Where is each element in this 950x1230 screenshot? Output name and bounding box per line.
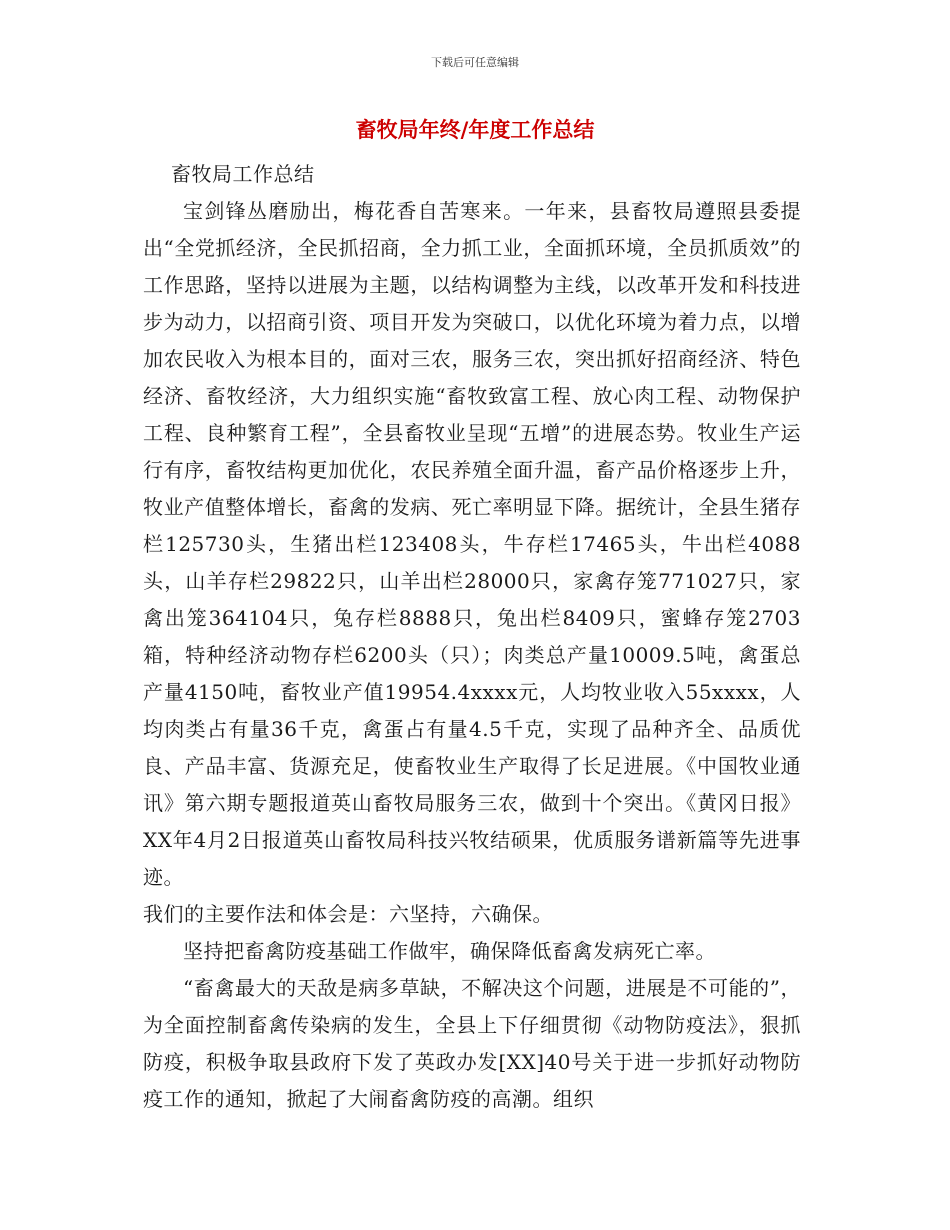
subtitle-paragraph: 畜牧局工作总结 <box>171 162 315 186</box>
document-title: 畜牧局年终/年度工作总结 <box>355 118 595 142</box>
summary-paragraph: 宝剑锋丛磨励出，梅花香自苦寒来。一年来，县畜牧局遵照县委提出“全党抓经济，全民抓招商，全力抓工业，全面抓环境，全员抓质效”的工作思路，坚持以进展为主题，以结构调整为主线，以改革开发和科技进步为动力，以招商引资、项目开发为突破口，以优化环境为着力点，以增加农民收入为根本目的，面对三农，服务三农，突出抓好招商经济、特色经济、畜牧经济，大力组织实施“畜牧致富工程、放心肉工程、动物保护工程、良种繁育工程”，全县畜牧业呈现“五增”的进展态势。牧业生产运行有序，畜牧结构更加优化，农民养殖全面升温，畜产品价格逐步上升，牧业产值整体增长，畜禽的发病、死亡率明显下降。据统计，全县生猪存栏125730头，生猪出栏123408头，牛存栏17465头，牛出栏4088头，山羊存栏29822只，山羊出栏28000只，家禽存笼771027只，家禽出笼364104只，兔存栏8888只，兔出栏8409只，蜜蜂存笼2703箱，特种经济动物存栏6200头（只）；肉类总产量10009.5吨，禽蛋总产量4150吨，畜牧业产值19954.4xxxx元，人均牧业收入55xxxx，人均肉类占有量36千克，禽蛋占有量4.5千克，实现了品种齐全、品质优良、产品丰富、货源充足，使畜牧业生产取得了长足进展。《中国牧业通讯》第六期专题报道英山畜牧局服务三农，做到十个突出。《黄冈日报》XX年4月2日报道英山畜牧局科技兴牧结硕果，优质服务谱新篇等先进事迹。 <box>143 199 801 889</box>
epidemic-paragraph: “畜禽最大的天敌是病多草缺，不解决这个问题，进展是不可能的”，为全面控制畜禽传染病的发生，全县上下仔细贯彻《动物防疫法》，狠抓防疫，积极争取县政府下发了英政办发[XX]40号关于进一步抓好动物防疫工作的通知，掀起了大闹畜禽防疫的高潮。组织 <box>143 976 801 1111</box>
section-heading-paragraph: 坚持把畜禽防疫基础工作做牢，确保降低畜禽发病死亡率。 <box>183 939 716 963</box>
header-note: 下载后可任意编辑 <box>431 56 519 69</box>
document-body <box>143 156 801 1118</box>
method-paragraph: 我们的主要作法和体会是：六坚持，六确保。 <box>143 902 553 926</box>
